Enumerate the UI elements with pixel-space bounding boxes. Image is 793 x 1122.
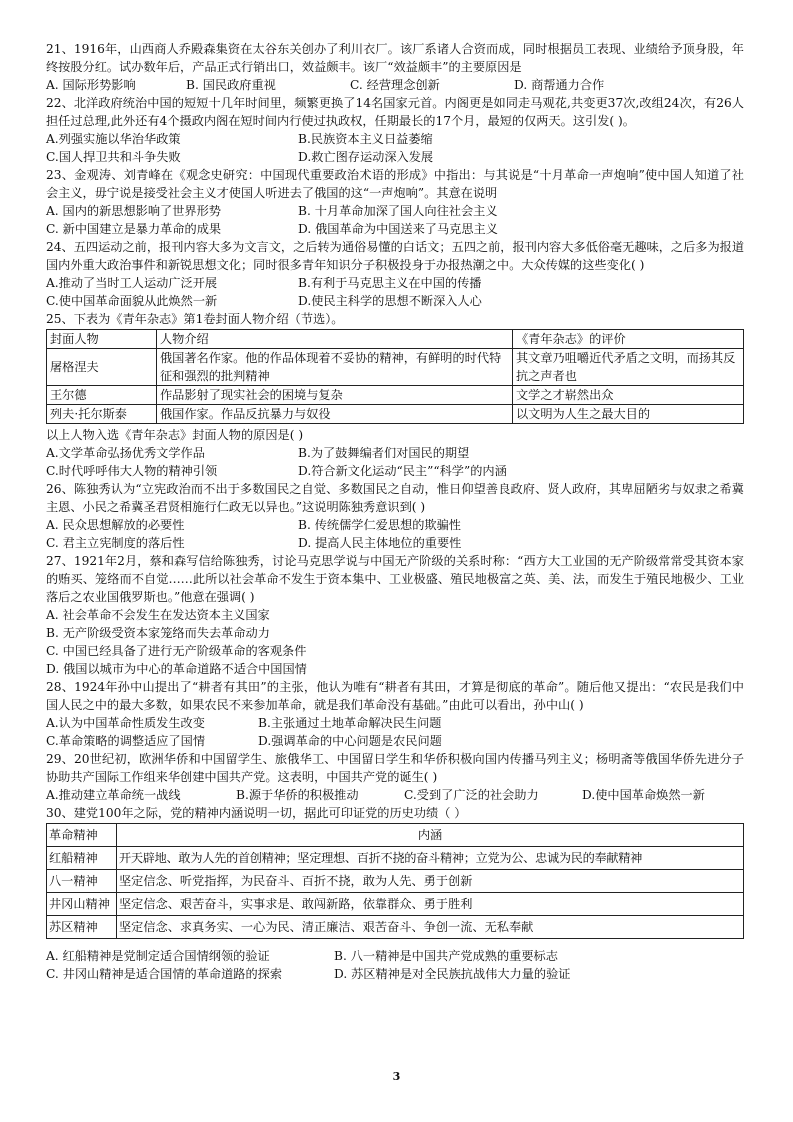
table-cell: 俄国作家。作品反抗暴力与奴役 (157, 405, 513, 424)
question-stem: 23、金观涛、刘青峰在《观念史研究：中国现代重要政治术语的形成》中指出：与其说是“十月革命一声炮响”使中国人知道了社会主义，毋宁说是接受社会主义才使国人听进去了俄国的这“一声炮响”。其意在说明 (46, 168, 744, 200)
option-c[interactable]: C.国人捍卫共和斗争失败 (46, 150, 181, 164)
table-cell: 俄国著名作家。他的作品体现着不妥协的精神，有鲜明的时代特征和强烈的批判精神 (157, 349, 513, 386)
option-b[interactable]: B. 传统儒学仁爱思想的欺骗性 (298, 518, 461, 532)
table-cell: 红船精神 (47, 847, 117, 870)
table-row (47, 405, 744, 424)
option-d[interactable]: D.符合新文化运动“民主”“科学”的内涵 (298, 464, 507, 478)
option-a[interactable]: A.文学革命弘扬优秀文学作品 (46, 446, 205, 460)
options (46, 202, 744, 238)
table-row (47, 870, 744, 893)
option-b[interactable]: B.为了鼓舞编者们对国民的期望 (298, 446, 470, 460)
exam-page (46, 40, 744, 983)
table-header-cell: 人物介绍 (157, 330, 513, 349)
option-d[interactable]: D.救亡图存运动深入发展 (298, 150, 434, 164)
option-d[interactable]: D. 俄国以城市为中心的革命道路不适合中国国情 (46, 662, 307, 676)
table-cell: 井冈山精神 (47, 893, 117, 916)
question-stem: 26、陈独秀认为“立宪政治而不出于多数国民之自觉、多数国民之自动，惟日仰望善良政府、贤人政府，其卑屈陋劣与奴隶之希冀主恩、小民之希冀圣君贤相施行仁政无以异也。”这说明陈独秀意识到( ) (46, 482, 744, 514)
option-c[interactable]: C. 经营理念创新 (350, 78, 440, 92)
question-stem: 24、五四运动之前，报刊内容大多为文言文，之后转为通俗易懂的白话文；五四之前，报刊内容大多低俗毫无趣味，之后多为报道国内外重大政治事件和新锐思想文化；同时很多青年知识分子积极投身于办报热潮之中。大众传媒的这些变化( ) (46, 240, 745, 272)
option-a[interactable]: A.认为中国革命性质发生改变 (46, 716, 205, 730)
option-b[interactable]: B.有利于马克思主义在中国的传播 (298, 276, 482, 290)
option-c[interactable]: C.时代呼呼伟大人物的精神引领 (46, 464, 218, 478)
cover-figures-table (46, 329, 744, 424)
table-row (47, 386, 744, 405)
option-c[interactable]: C. 新中国建立是暴力革命的成果 (46, 222, 222, 236)
option-b[interactable]: B. 八一精神是中国共产党成熟的重要标志 (334, 949, 558, 963)
options (46, 714, 744, 750)
option-b[interactable]: B. 国民政府重视 (186, 78, 276, 92)
table-header-row (47, 824, 744, 847)
table-cell: 八一精神 (47, 870, 117, 893)
question-stem: 29、20世纪初，欧洲华侨和中国留学生、旅俄华工、中国留日学生和华侨积极向国内传播马列主义；杨明斋等俄国华侨先进分子协助共产国际工作组来华创建中国共产党。这表明，中国共产党的诞生( ) (46, 752, 744, 784)
question-28 (46, 678, 744, 750)
option-d[interactable]: D.强调革命的中心问题是农民问题 (258, 734, 442, 748)
options (46, 76, 744, 94)
question-25 (46, 310, 744, 480)
question-22 (46, 94, 744, 166)
option-c[interactable]: C.受到了广泛的社会助力 (404, 788, 539, 802)
question-23 (46, 166, 744, 238)
options (46, 947, 744, 983)
options (46, 606, 744, 678)
question-24 (46, 238, 744, 310)
revolutionary-spirit-table (46, 823, 744, 939)
page-number: 3 (392, 1070, 401, 1083)
option-a[interactable]: A. 国际形势影响 (46, 78, 136, 92)
table-cell: 以文明为人生之最大目的 (513, 405, 744, 424)
question-30 (46, 804, 744, 983)
table-cell: 列夫·托尔斯泰 (47, 405, 157, 424)
option-b[interactable]: B. 无产阶级受资本家笼络而失去革命动力 (46, 626, 270, 640)
table-cell: 坚定信念、听党指挥，为民奋斗、百折不挠，敢为人先、勇于创新 (117, 870, 744, 893)
question-stem: 28、1924年孙中山提出了“耕者有其田”的主张，他认为唯有“耕者有其田，才算是彻底的革命”。随后他又提出：“农民是我们中国人民之中的最大多数，如果农民不来参加革命，就是我们革命没有基础。”由此可以看出，孙中山( ) (46, 680, 744, 712)
option-a[interactable]: A. 民众思想解放的必要性 (46, 518, 185, 532)
option-d[interactable]: D. 提高人民主体地位的重要性 (298, 536, 462, 550)
table-cell: 开天辟地、敢为人先的首创精神；坚定理想、百折不挠的奋斗精神；立党为公、忠诚为民的奉献精神 (117, 847, 744, 870)
table-header-cell: 革命精神 (47, 824, 117, 847)
table-header-cell: 《青年杂志》的评价 (513, 330, 744, 349)
table-cell: 作品影射了现实社会的困境与复杂 (157, 386, 513, 405)
option-a[interactable]: A.推动建立革命统一战线 (46, 788, 181, 802)
option-a[interactable]: A. 社会革命不会发生在发达资本主义国家 (46, 608, 270, 622)
question-prompt: 以上人物入选《青年杂志》封面人物的原因是( ) (46, 428, 304, 442)
options (46, 130, 744, 166)
question-stem: 27、1921年2月，蔡和森写信给陈独秀，讨论马克思学说与中国无产阶级的关系时称：“西方大工业国的无产阶级常常受其资本家的贿买、笼络而不自觉……此所以社会革命不发生于资本集中、工业极盛、殖民地极富之英、美、法，而发生于殖民地极少、工业落后之农业国俄罗斯也。”他意在强调( ) (46, 554, 744, 604)
option-d[interactable]: D.使民主科学的思想不断深入人心 (298, 294, 482, 308)
option-a[interactable]: A.列强实施以华治华政策 (46, 132, 181, 146)
option-b[interactable]: B.主张通过土地革命解决民生问题 (258, 716, 442, 730)
options (46, 786, 744, 804)
table-header-cell: 封面人物 (47, 330, 157, 349)
options (46, 444, 744, 480)
table-cell: 王尔德 (47, 386, 157, 405)
option-c[interactable]: C.使中国革命面貌从此焕然一新 (46, 294, 218, 308)
table-cell: 文学之才崭然出众 (513, 386, 744, 405)
option-b[interactable]: B. 十月革命加深了国人向往社会主义 (298, 204, 498, 218)
option-c[interactable]: C.革命策略的调整适应了国情 (46, 734, 206, 748)
question-26 (46, 480, 744, 552)
table-row (47, 893, 744, 916)
table-cell: 坚定信念、求真务实、一心为民、清正廉洁、艰苦奋斗、争创一流、无私奉献 (117, 916, 744, 939)
options (46, 274, 744, 310)
table-row (47, 349, 744, 386)
table-header-row (47, 330, 744, 349)
option-c[interactable]: C. 君主立宪制度的落后性 (46, 536, 185, 550)
option-d[interactable]: D.使中国革命焕然一新 (582, 788, 705, 802)
option-d[interactable]: D. 商帮通力合作 (514, 78, 605, 92)
table-cell: 苏区精神 (47, 916, 117, 939)
question-stem: 22、北洋政府统治中国的短短十几年时间里，频繁更换了14名国家元首。内阁更是如同走马观花,共变更37次,改组24次，有26人担任过总理,此外还有4个摄政内阁在短时间内行使过执政权，任期最长的17个月，最短的仅两天。这引发( )。 (46, 96, 744, 128)
option-d[interactable]: D. 苏区精神是对全民族抗战伟大力量的验证 (334, 967, 571, 981)
table-header-cell: 内涵 (117, 824, 744, 847)
options (46, 516, 744, 552)
question-27 (46, 552, 744, 678)
question-stem: 25、下表为《青年杂志》第1卷封面人物介绍（节选）。 (46, 312, 344, 326)
table-row (47, 916, 744, 939)
table-cell: 坚定信念、艰苦奋斗，实事求是、敢闯新路，依靠群众、勇于胜利 (117, 893, 744, 916)
option-b[interactable]: B.源于华侨的积极推动 (236, 788, 359, 802)
question-stem: 21、1916年，山西商人乔殿森集资在太谷东关创办了利川衣厂。该厂系诸人合资而成，同时根据员工表现、业绩给予顶身股，年终按股分红。试办数年后，产品正式行销出口，效益颇丰。该厂“效益颇丰”的主要原因是 (46, 42, 744, 74)
table-cell: 其文章乃咀嚼近代矛盾之文明，而扬其反抗之声者也 (513, 349, 744, 386)
option-b[interactable]: B.民族资本主义日益萎缩 (298, 132, 433, 146)
table-cell: 屠格涅夫 (47, 349, 157, 386)
question-21 (46, 40, 744, 94)
option-a[interactable]: A. 国内的新思想影响了世界形势 (46, 204, 221, 218)
question-stem: 30、建党100年之际，党的精神内涵说明一切，据此可印证党的历史功绩（ ） (46, 806, 467, 820)
option-d[interactable]: D. 俄国革命为中国送来了马克思主义 (298, 222, 498, 236)
option-a[interactable]: A. 红船精神是党制定适合国情纲领的验证 (46, 949, 270, 963)
question-29 (46, 750, 744, 804)
option-c[interactable]: C. 中国已经具备了进行无产阶级革命的客观条件 (46, 644, 307, 658)
option-c[interactable]: C. 井冈山精神是适合国情的革命道路的探索 (46, 967, 283, 981)
table-row (47, 847, 744, 870)
option-a[interactable]: A.推动了当时工人运动广泛开展 (46, 276, 218, 290)
